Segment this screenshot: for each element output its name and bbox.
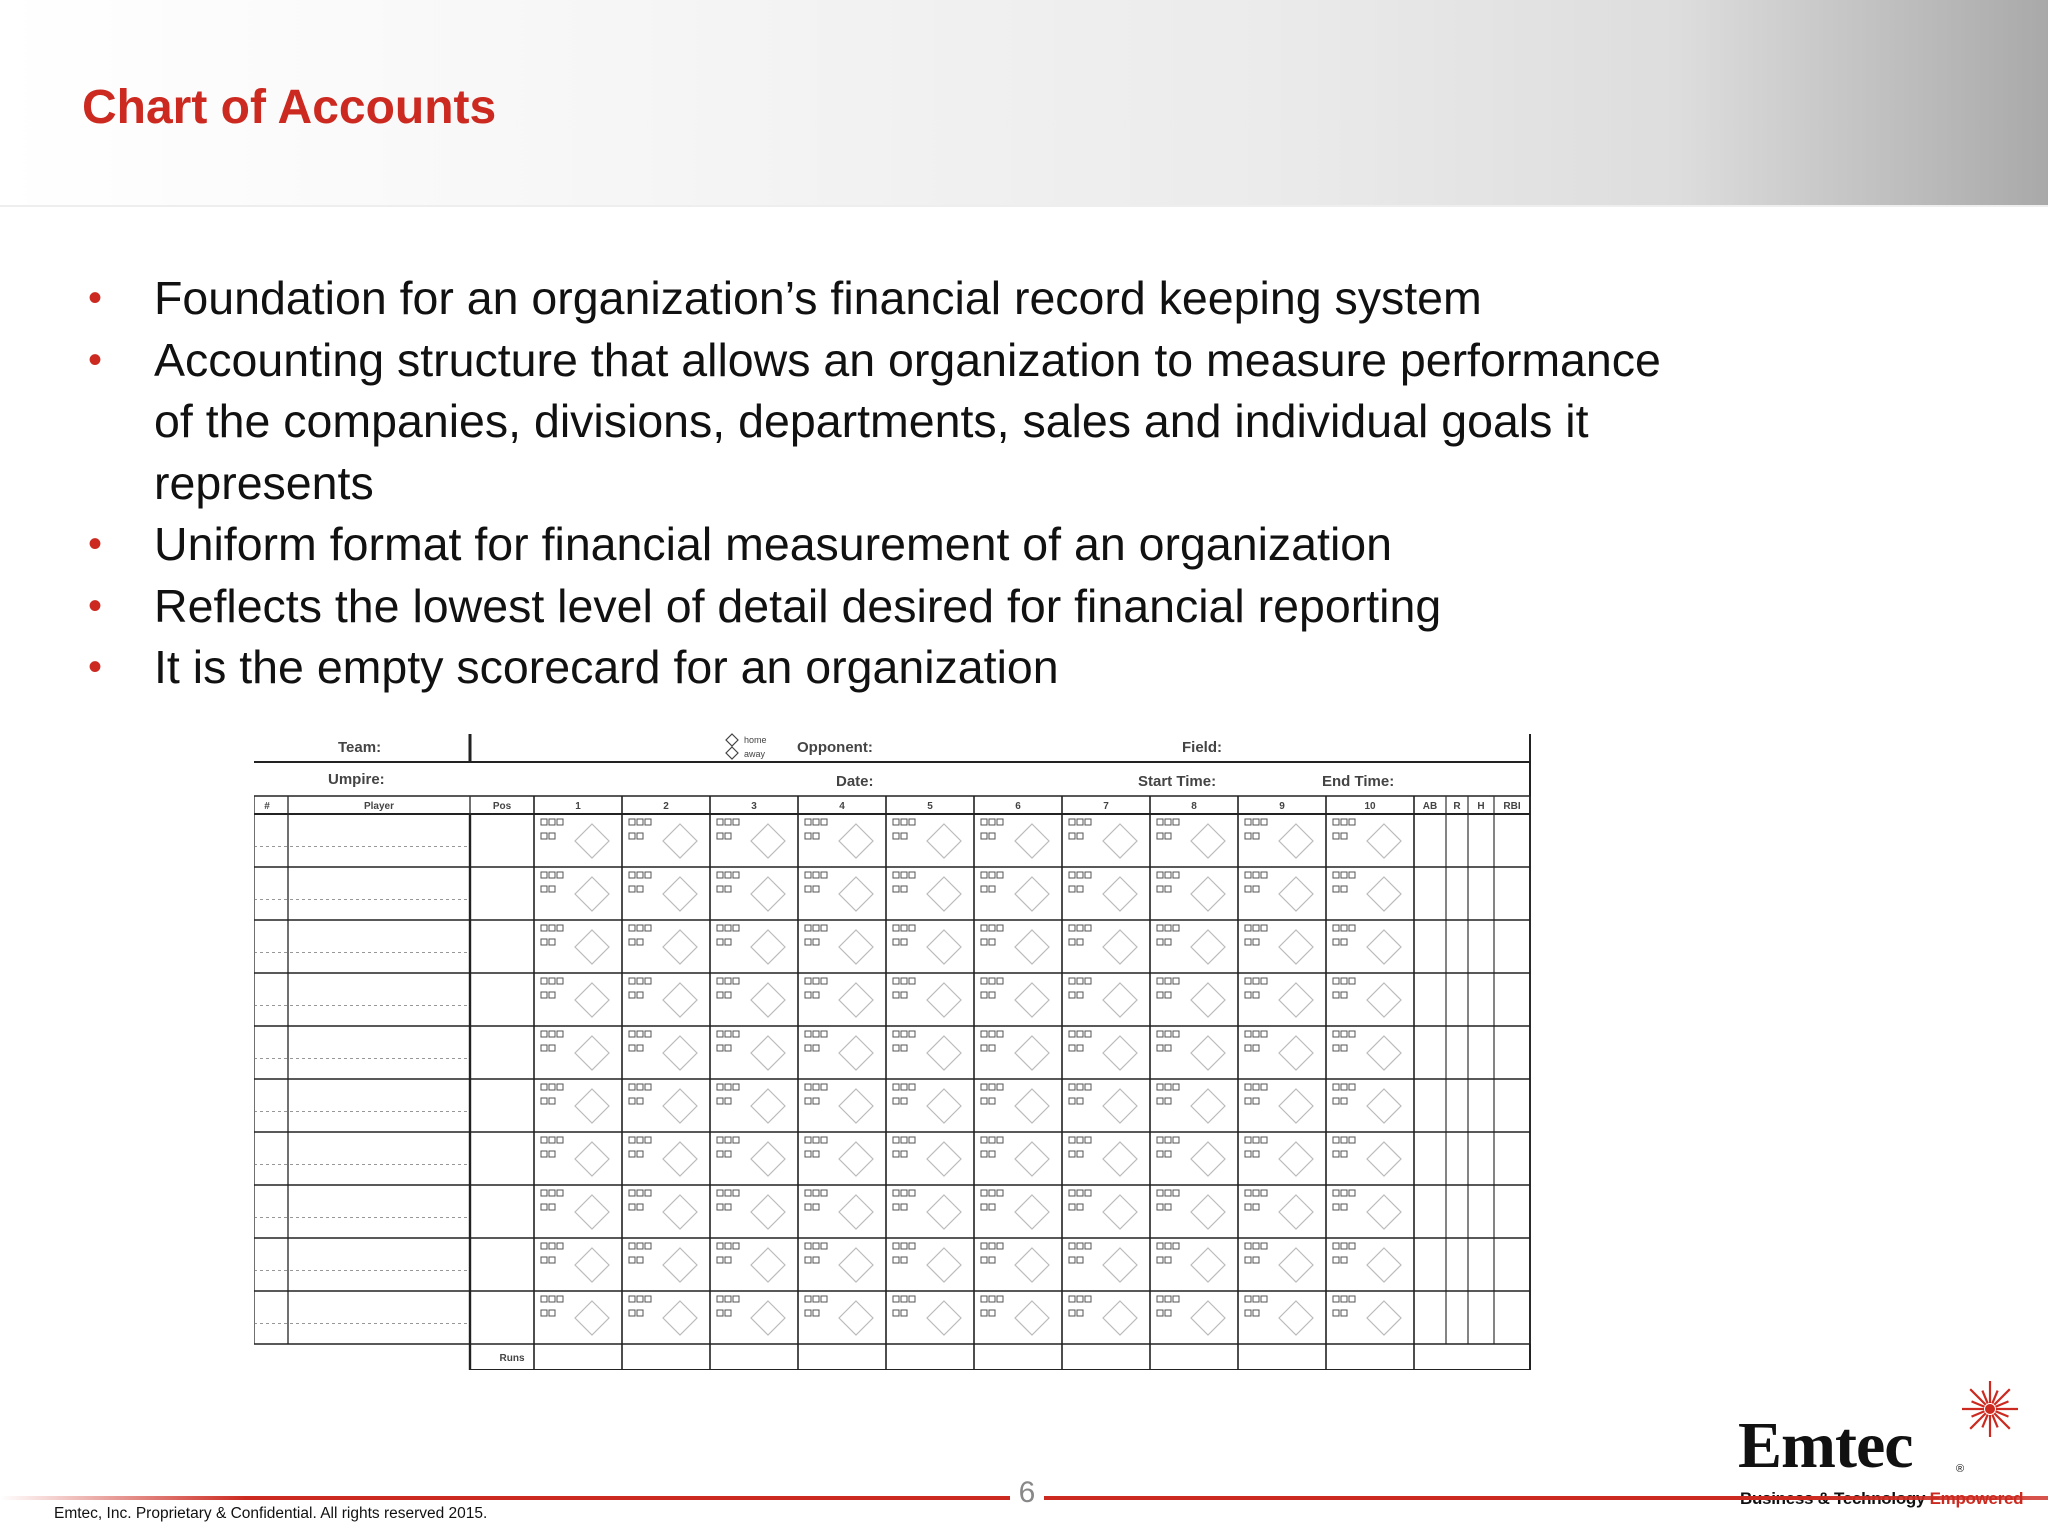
inning-cell	[1245, 819, 1313, 858]
bullet-dot-icon: •	[88, 276, 103, 320]
stat-headers	[1423, 801, 1521, 812]
inning-cell	[1069, 1137, 1137, 1176]
inning-cell	[1245, 1137, 1313, 1176]
inning-cell	[629, 1031, 697, 1070]
inning-header: 4	[839, 801, 845, 812]
inning-cell	[893, 1243, 961, 1282]
inning-cell	[1157, 1296, 1225, 1335]
inning-cell	[629, 1084, 697, 1123]
copyright-notice: Emtec, Inc. Proprietary & Confidential. All rights reserved 2015.	[54, 1505, 488, 1522]
inning-cell	[1157, 1031, 1225, 1070]
inning-cell	[717, 1084, 785, 1123]
inning-header: 10	[1364, 801, 1376, 812]
player-header: Player	[363, 801, 395, 812]
bullet-item	[82, 576, 1702, 638]
slide-title: Chart of Accounts	[82, 81, 497, 134]
inning-cell	[981, 1243, 1049, 1282]
inning-cells	[541, 819, 1401, 1335]
inning-cell	[893, 1296, 961, 1335]
inning-cell	[1333, 1031, 1401, 1070]
inning-cell	[541, 872, 609, 911]
inning-cell	[717, 925, 785, 964]
stat-header: RBI	[1503, 801, 1521, 812]
inning-cell	[1245, 1296, 1313, 1335]
inning-cell	[717, 1031, 785, 1070]
start-time-label: Start Time:	[1138, 773, 1217, 790]
inning-cell	[1069, 1296, 1137, 1335]
inning-cell	[717, 1243, 785, 1282]
end-time-label: End Time:	[1322, 773, 1395, 790]
date-label: Date:	[836, 773, 874, 790]
inning-cell	[541, 819, 609, 858]
inning-header: 8	[1191, 801, 1197, 812]
inning-cell	[541, 1190, 609, 1229]
stat-header: AB	[1422, 801, 1438, 812]
bullet-list	[82, 268, 1702, 699]
inning-cell	[717, 819, 785, 858]
inning-cell	[981, 978, 1049, 1017]
inning-cell	[1245, 1031, 1313, 1070]
inning-cell	[981, 872, 1049, 911]
inning-cell	[629, 925, 697, 964]
inning-cell	[1069, 1243, 1137, 1282]
inning-cell	[981, 1190, 1049, 1229]
scorecard-image	[254, 730, 1534, 1370]
inning-cell	[629, 1137, 697, 1176]
inning-cell	[1333, 1243, 1401, 1282]
inning-cell	[1069, 1190, 1137, 1229]
inning-header: 3	[751, 801, 757, 812]
inning-cell	[541, 1243, 609, 1282]
inning-cell	[893, 819, 961, 858]
inning-cell	[1069, 1031, 1137, 1070]
inning-cell	[805, 925, 873, 964]
inning-header: 5	[927, 801, 933, 812]
inning-cell	[629, 872, 697, 911]
inning-cell	[541, 978, 609, 1017]
inning-cell	[805, 1190, 873, 1229]
inning-cell	[1157, 1084, 1225, 1123]
inning-cell	[1069, 872, 1137, 911]
inning-cell	[1333, 925, 1401, 964]
home-radio-icon	[726, 734, 738, 746]
emtec-logo	[1738, 1385, 2038, 1510]
inning-header: 6	[1015, 801, 1021, 812]
inning-cell	[717, 1296, 785, 1335]
inning-headers	[575, 801, 1376, 812]
bullet-item	[82, 637, 1702, 699]
bullet-dot-icon: •	[88, 645, 103, 689]
away-radio-icon	[726, 747, 738, 759]
inning-cell	[1157, 978, 1225, 1017]
inning-cell	[541, 1137, 609, 1176]
number-header: #	[264, 801, 270, 812]
scorecard-sheet	[254, 730, 1534, 1370]
inning-cell	[541, 1031, 609, 1070]
inning-cell	[981, 819, 1049, 858]
inning-cell	[717, 1137, 785, 1176]
inning-cell	[1333, 1137, 1401, 1176]
inning-cell	[805, 1243, 873, 1282]
away-option-label: away	[744, 749, 766, 759]
inning-header: 9	[1279, 801, 1285, 812]
inning-cell	[1069, 1084, 1137, 1123]
inning-cell	[1157, 1190, 1225, 1229]
runs-label: Runs	[499, 1353, 525, 1364]
inning-cell	[981, 1137, 1049, 1176]
inning-cell	[805, 978, 873, 1017]
inning-cell	[893, 1190, 961, 1229]
inning-cell	[1333, 872, 1401, 911]
inning-cell	[629, 819, 697, 858]
inning-cell	[717, 978, 785, 1017]
bullet-dot-icon: •	[88, 522, 103, 566]
bullet-item	[82, 330, 1702, 515]
bullet-dot-icon: •	[88, 337, 103, 382]
inning-cell	[541, 1296, 609, 1335]
inning-header: 7	[1103, 801, 1109, 812]
inning-cell	[805, 1137, 873, 1176]
inning-cell	[1157, 819, 1225, 858]
inning-cell	[1333, 1190, 1401, 1229]
inning-cell	[893, 978, 961, 1017]
opponent-label: Opponent:	[797, 739, 873, 756]
inning-cell	[629, 1190, 697, 1229]
field-label: Field:	[1182, 739, 1222, 756]
bullet-text: It is the empty scorecard for an organization	[154, 641, 1059, 693]
starburst-icon	[1960, 1379, 2020, 1439]
inning-cell	[1157, 925, 1225, 964]
home-option-label: home	[744, 735, 767, 745]
inning-cell	[893, 1031, 961, 1070]
inning-cell	[893, 925, 961, 964]
bullet-text: Foundation for an organization’s financial record keeping system	[154, 272, 1482, 324]
pos-header: Pos	[492, 801, 512, 812]
inning-cell	[541, 1084, 609, 1123]
logo-wordmark: Emtec	[1738, 1409, 1913, 1482]
inning-cell	[629, 1296, 697, 1335]
bullet-text: Accounting structure that allows an organization to measure performance of the companies, divisions, departments, sales and individual goals it represents	[154, 333, 1661, 509]
inning-cell	[1157, 1137, 1225, 1176]
stat-header: R	[1453, 801, 1461, 812]
inning-cell	[717, 1190, 785, 1229]
inning-header: 1	[575, 801, 581, 812]
inning-cell	[1245, 1190, 1313, 1229]
inning-cell	[1157, 872, 1225, 911]
inning-cell	[1245, 1084, 1313, 1123]
page-number: 6	[1010, 1476, 1044, 1510]
inning-cell	[1245, 872, 1313, 911]
bullet-text: Reflects the lowest level of detail desired for financial reporting	[154, 579, 1442, 632]
stat-header: H	[1477, 801, 1485, 812]
inning-cell	[805, 819, 873, 858]
inning-cell	[805, 872, 873, 911]
bullet-text: Uniform format for financial measurement of an organization	[154, 518, 1392, 570]
inning-cell	[541, 925, 609, 964]
bullet-item	[82, 268, 1702, 330]
inning-cell	[629, 1243, 697, 1282]
inning-header: 2	[663, 801, 669, 812]
inning-cell	[981, 1031, 1049, 1070]
inning-cell	[981, 1296, 1049, 1335]
umpire-label: Umpire:	[328, 771, 385, 788]
registered-icon: ®	[1956, 1463, 1965, 1475]
inning-cell	[1157, 1243, 1225, 1282]
inning-cell	[893, 1137, 961, 1176]
bullet-dot-icon: •	[88, 583, 103, 628]
inning-cell	[893, 872, 961, 911]
inning-cell	[717, 872, 785, 911]
inning-cell	[629, 978, 697, 1017]
inning-cell	[1245, 978, 1313, 1017]
inning-cell	[893, 1084, 961, 1123]
inning-cell	[1333, 819, 1401, 858]
inning-cell	[1245, 1243, 1313, 1282]
bullet-item	[82, 514, 1702, 576]
team-label: Team:	[338, 739, 382, 756]
inning-cell	[1069, 978, 1137, 1017]
inning-cell	[1069, 925, 1137, 964]
inning-cell	[981, 925, 1049, 964]
inning-cell	[1245, 925, 1313, 964]
inning-cell	[1069, 819, 1137, 858]
inning-cell	[805, 1084, 873, 1123]
inning-cell	[805, 1296, 873, 1335]
inning-cell	[1333, 1296, 1401, 1335]
inning-cell	[1333, 1084, 1401, 1123]
scorecard-grid	[254, 796, 1530, 1370]
inning-cell	[1333, 978, 1401, 1017]
inning-cell	[805, 1031, 873, 1070]
inning-cell	[981, 1084, 1049, 1123]
